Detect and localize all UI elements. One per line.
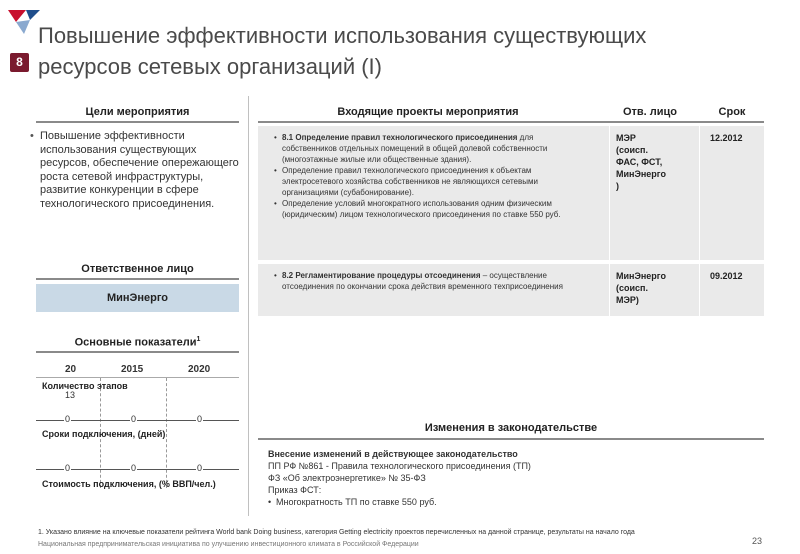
- row1-sep-b: [699, 126, 700, 260]
- row1-sep-a: [609, 126, 610, 260]
- year-2: 2015: [121, 364, 144, 375]
- legislation-divider: [258, 438, 764, 440]
- indicators-divider: [36, 351, 239, 353]
- legislation-bullet: • Многократность ТП по ставке 550 руб.: [268, 497, 437, 507]
- col-projects-heading: Входящие проекты мероприятия: [337, 106, 519, 118]
- page-number: 23: [752, 536, 763, 546]
- indicator-value-1b: 0: [131, 414, 137, 424]
- project-row-1-responsible: МЭР (соисп. ФАС, ФСТ, МинЭнерго ): [616, 133, 666, 191]
- footnote: 1. Указано влияние на ключевые показатели рейтинга World bank Doing business, категория Getting electricity проектов перечисленных на данной странице, результаты на начало года: [38, 529, 635, 536]
- goals-heading: Цели мероприятия: [85, 106, 190, 118]
- indicator-label-stages: Количество этапов: [42, 381, 128, 391]
- guide-line-2: [166, 378, 167, 488]
- legislation-block: [268, 448, 748, 508]
- project-row-2-text: [274, 270, 574, 292]
- goals-text-block: [30, 130, 240, 211]
- indicator-value-2a: 0: [65, 463, 71, 473]
- year-3: 2020: [188, 364, 211, 375]
- indicator-value-1a: 0: [65, 414, 71, 424]
- project-row-1-text: [274, 132, 574, 220]
- project-row-1-deadline: 12.2012: [710, 133, 743, 143]
- title-line-1: Повышение эффективности использования существующих: [38, 23, 647, 48]
- indicator-value-stages: 13: [65, 390, 76, 400]
- responsible-divider: [36, 278, 239, 280]
- legislation-line-2: ФЗ «Об электроэнергетике» № 35-ФЗ: [268, 473, 426, 483]
- goals-divider: [36, 121, 239, 123]
- row2-sep-b: [699, 264, 700, 316]
- project-row-2-responsible: МинЭнерго (соисп. МЭР): [616, 271, 666, 305]
- bullet-icon: •: [30, 130, 34, 142]
- page-title: [38, 22, 778, 81]
- list-item: • 8.2 Регламентирование процедуры отсоединения – осуществление отсоединения по окончании срока действия временного техприсоединения: [274, 270, 574, 292]
- col-deadline-heading: Срок: [718, 106, 746, 118]
- indicators-heading-text: Основные показатели: [74, 336, 197, 349]
- list-item: • Определение условий многократного использования одним физическим (юридическим) лицом технологического присоединения по ставке 550 руб.: [274, 198, 574, 220]
- legislation-line-3: Приказ ФСТ:: [268, 485, 322, 495]
- row2-sep-a: [609, 264, 610, 316]
- indicator-label-cost: Стоимость подключения, (% ВВП/чел.): [42, 479, 216, 489]
- responsible-value: МинЭнерго: [36, 284, 239, 312]
- legislation-line-1: ПП РФ №861 - Правила технологического присоединения (ТП): [268, 461, 531, 471]
- project-row-2-deadline: 09.2012: [710, 271, 743, 281]
- title-line-2: ресурсов сетевых организаций (I): [38, 54, 382, 79]
- goals-text: Повышение эффективности использования существующих ресурсов, обеспечение опережающего роста сетевой инфраструктуры, развитие конкуренции в сфере технологического присоединения.: [40, 130, 239, 210]
- legislation-intro: Внесение изменений в действующее законодательство: [268, 449, 518, 459]
- years-underline: [36, 377, 239, 378]
- list-item: • 8.1 Определение правил технологического присоединения для собственников отдельных помещений в общей долевой собственности (многоэтажные жилые или общественные здания).: [274, 132, 574, 165]
- indicator-value-2b: 0: [131, 463, 137, 473]
- list-item: • Определение правил технологического присоединения к объектам электросетевого хозяйства собственников не являющихся сетевыми организациями (субабонирование).: [274, 165, 574, 198]
- indicators-heading: [36, 336, 239, 349]
- column-separator: [248, 96, 249, 516]
- slide-badge: 8: [10, 53, 29, 72]
- footer-text: Национальная предпринимательская инициатива по улучшению инвестиционного климата в Российской Федерации: [38, 541, 419, 548]
- indicator-value-2c: 0: [197, 463, 203, 473]
- projects-divider: [258, 121, 764, 123]
- bullet-icon: •: [268, 497, 272, 507]
- legislation-heading: Изменения в законодательстве: [424, 422, 598, 434]
- year-1: 20: [65, 364, 77, 375]
- indicator-value-1c: 0: [197, 414, 203, 424]
- col-responsible-heading: Отв. лицо: [622, 106, 678, 118]
- indicators-heading-sup: 1: [196, 336, 201, 343]
- indicator-label-days: Сроки подключения, (дней): [42, 429, 166, 439]
- responsible-heading: Ответственное лицо: [81, 263, 194, 275]
